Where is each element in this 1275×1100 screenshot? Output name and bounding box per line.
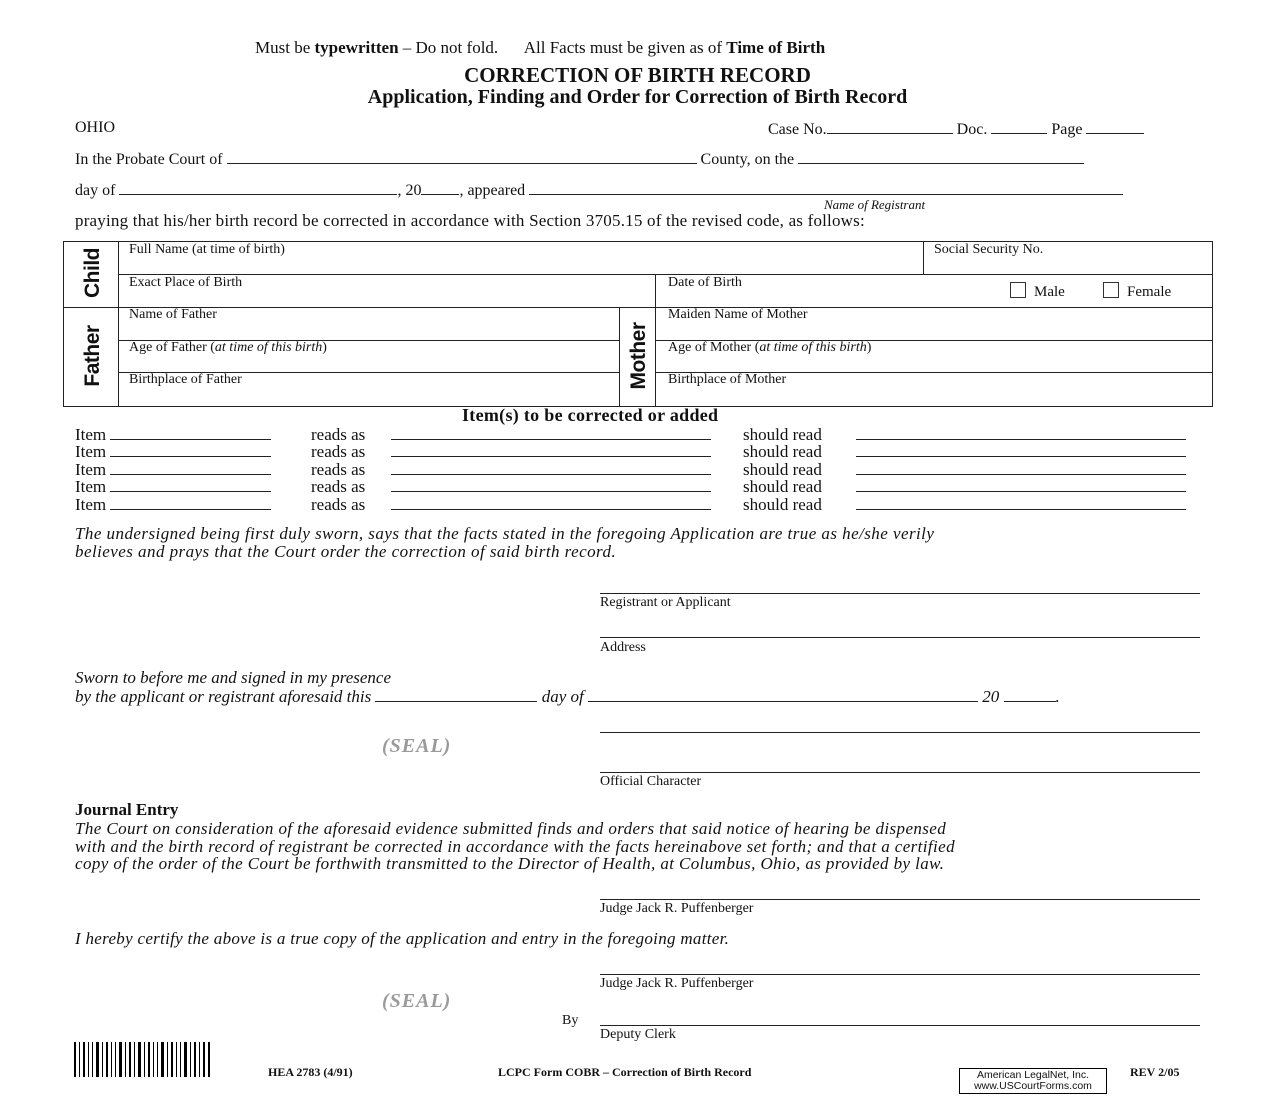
full-name-field[interactable]: Full Name (at time of birth) [129, 242, 285, 257]
certify-text: I hereby certify the above is a true copy of the application and entry in the foregoing matter. [75, 929, 730, 948]
journal-text-line1: The Court on consideration of the aforesaid evidence submitted finds and orders that said notice of hearing be dispensed [75, 819, 947, 838]
correction-row: Item reads as should read [75, 442, 271, 462]
official-character-line[interactable] [600, 772, 1200, 773]
header-instructions: Must be typewritten – Do not fold. All Facts must be given as of Time of Birth [255, 38, 826, 57]
judge-signature-line-1[interactable] [600, 899, 1200, 900]
age-of-father-field[interactable]: Age of Father (at time of this birth) [129, 340, 327, 355]
form-title: CORRECTION OF BIRTH RECORD [464, 63, 811, 87]
correction-row: Item reads as should read [75, 495, 271, 515]
by-label: By [562, 1013, 579, 1028]
female-checkbox[interactable] [1103, 282, 1119, 298]
male-checkbox[interactable] [1010, 282, 1026, 298]
judge-name-1: Judge Jack R. Puffenberger [600, 901, 754, 916]
form-code: HEA 2783 (4/91) [268, 1065, 353, 1079]
journal-entry-heading: Journal Entry [75, 800, 179, 819]
form-name: LCPC Form COBR – Correction of Birth Record [498, 1065, 752, 1079]
female-label: Female [1127, 284, 1172, 300]
notary-signature-line[interactable] [600, 732, 1200, 733]
barcode [74, 1042, 210, 1077]
journal-text-line2: with and the birth record of registrant be corrected in accordance with the facts hereinabove set forth; and that a certified [75, 837, 956, 856]
case-info: Case No. Doc. Page [768, 119, 1144, 139]
address-label: Address [600, 640, 646, 655]
child-section-label: Child [81, 248, 104, 298]
state-label: OHIO [75, 119, 115, 136]
probate-court-line: In the Probate Court of County, on the [75, 149, 1084, 169]
mother-section-label: Mother [627, 322, 650, 390]
judge-name-2: Judge Jack R. Puffenberger [600, 976, 754, 991]
deputy-clerk-label: Deputy Clerk [600, 1027, 676, 1042]
birthplace-of-father-field[interactable]: Birthplace of Father [129, 372, 242, 387]
oath-text-line1: The undersigned being first duly sworn, says that the facts stated in the foregoing Application are true as he/she verily [75, 524, 935, 543]
maiden-name-mother-field[interactable]: Maiden Name of Mother [668, 307, 808, 322]
registrant-signature-line[interactable] [600, 593, 1200, 594]
revision-label: REV 2/05 [1130, 1065, 1180, 1079]
form-subtitle: Application, Finding and Order for Correction of Birth Record [367, 86, 908, 108]
official-character-label: Official Character [600, 774, 702, 789]
corrections-heading: Item(s) to be corrected or added [462, 405, 719, 425]
sworn-text-line2: by the applicant or registrant aforesaid this day of 20 . [75, 687, 1060, 706]
name-of-father-field[interactable]: Name of Father [129, 307, 217, 322]
name-of-registrant-caption: Name of Registrant [824, 197, 926, 212]
seal-stamp-1: (SEAL) [382, 735, 452, 757]
correction-row: Item reads as should read [75, 477, 271, 497]
publisher-badge: American LegalNet, Inc. www.USCourtForms.com [959, 1068, 1107, 1094]
journal-text-line3: copy of the order of the Court be forthwith transmitted to the Director of Health, at Columbus, Ohio, as provided by law. [75, 854, 945, 873]
father-section-label: Father [81, 325, 104, 387]
praying-statement: praying that his/her birth record be corrected in accordance with Section 3705.15 of the revised code, as follows: [75, 211, 865, 230]
appearance-line: day of , 20 , appeared [75, 180, 1123, 200]
place-of-birth-field[interactable]: Exact Place of Birth [129, 275, 243, 290]
male-label: Male [1034, 284, 1065, 300]
address-line[interactable] [600, 637, 1200, 638]
correction-row: Item reads as should read [75, 425, 271, 445]
registrant-or-applicant-label: Registrant or Applicant [600, 595, 731, 610]
seal-stamp-2: (SEAL) [382, 990, 452, 1012]
deputy-clerk-signature-line[interactable] [600, 1025, 1200, 1026]
date-of-birth-field[interactable]: Date of Birth [668, 275, 742, 290]
sworn-text-line1: Sworn to before me and signed in my presence [75, 668, 392, 687]
oath-text-line2: believes and prays that the Court order the correction of said birth record. [75, 542, 617, 561]
correction-row: Item reads as should read [75, 460, 271, 480]
birthplace-of-mother-field[interactable]: Birthplace of Mother [668, 372, 787, 387]
judge-signature-line-2[interactable] [600, 974, 1200, 975]
ssn-field[interactable]: Social Security No. [934, 242, 1044, 257]
age-of-mother-field[interactable]: Age of Mother (at time of this birth) [668, 340, 872, 355]
